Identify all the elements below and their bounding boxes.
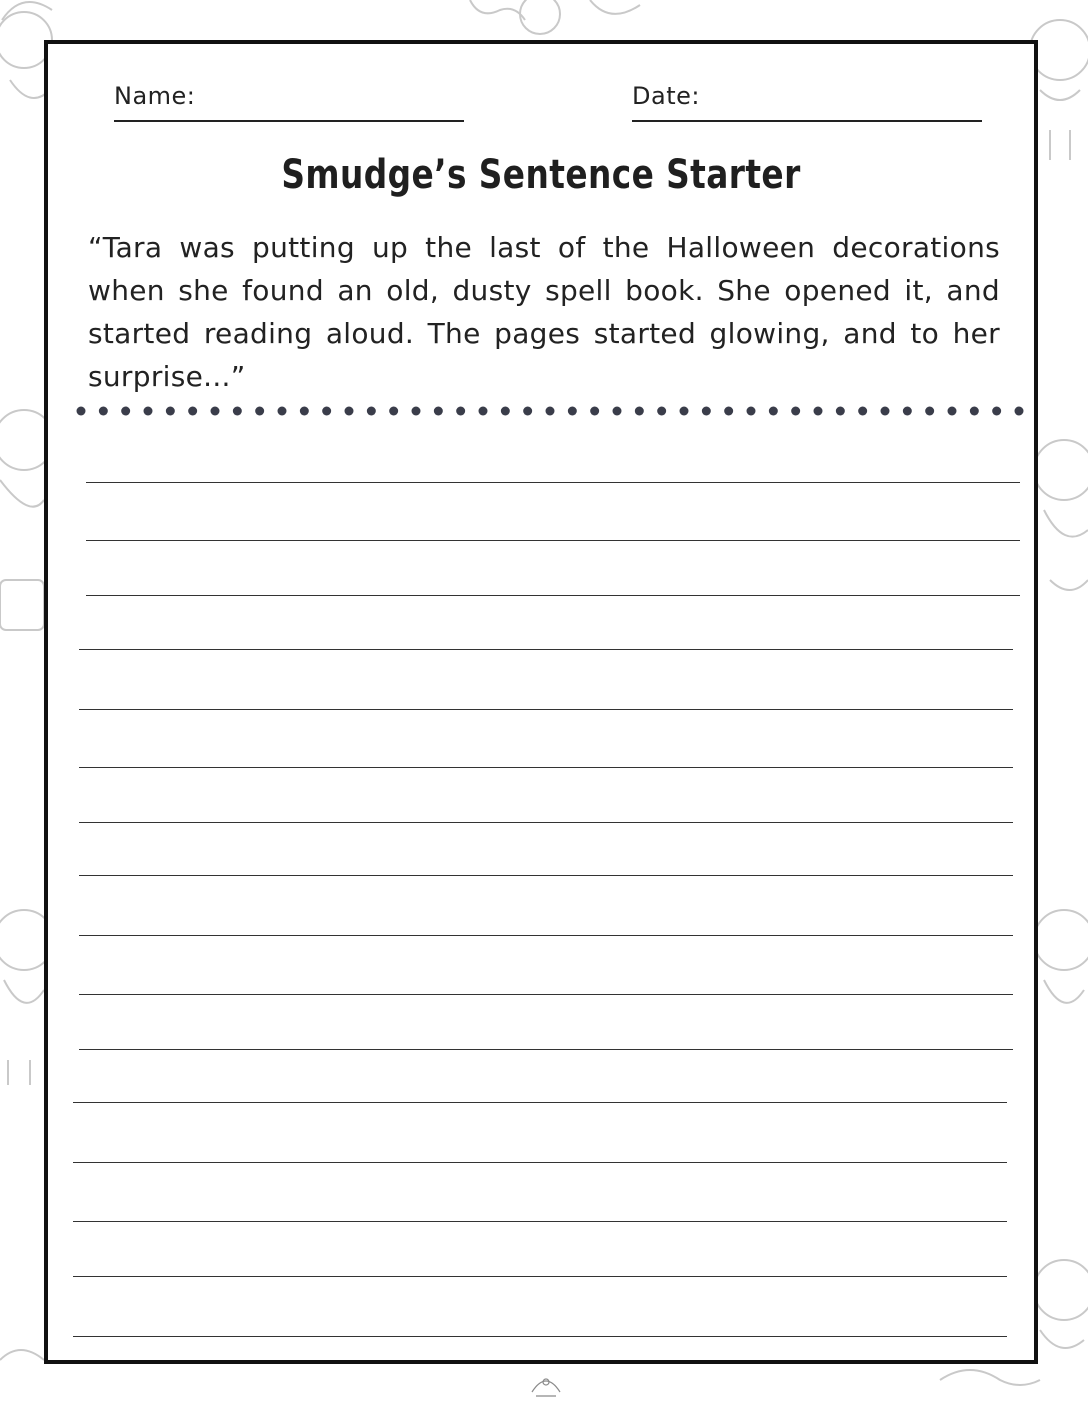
- divider-dot: [836, 407, 845, 416]
- divider-dot: [747, 407, 756, 416]
- divider-dot: [546, 407, 555, 416]
- divider-dot: [255, 407, 264, 416]
- divider-dot: [903, 407, 912, 416]
- divider-dot: [389, 407, 398, 416]
- divider-dot: [858, 407, 867, 416]
- divider-dot: [791, 407, 800, 416]
- writing-line[interactable]: [79, 1049, 1013, 1050]
- divider-dot: [300, 407, 309, 416]
- divider-dot: [680, 407, 689, 416]
- divider-dot: [1015, 407, 1024, 416]
- divider-dot: [613, 407, 622, 416]
- divider-dot: [77, 407, 86, 416]
- divider-dot: [702, 407, 711, 416]
- divider-dot: [657, 407, 666, 416]
- divider-dot: [211, 407, 220, 416]
- divider-dot: [322, 407, 331, 416]
- divider-dot: [367, 407, 376, 416]
- divider-dot: [345, 407, 354, 416]
- writing-line[interactable]: [79, 935, 1013, 936]
- brand-logo-icon: [524, 1372, 568, 1402]
- divider-dot: [456, 407, 465, 416]
- page-title: Smudge’s Sentence Starter: [281, 152, 801, 198]
- divider-dot: [925, 407, 934, 416]
- divider-dot: [814, 407, 823, 416]
- writing-line[interactable]: [79, 822, 1013, 823]
- divider-dot: [188, 407, 197, 416]
- story-prompt: “Tara was putting up the last of the Halloween decorations when she found an old, dusty spell book. She opened it, and started reading aloud. The pages started glowing, and to her surprise...”: [88, 231, 1000, 393]
- writing-line[interactable]: [79, 709, 1013, 710]
- writing-line[interactable]: [86, 482, 1020, 483]
- divider-dot: [635, 407, 644, 416]
- date-input-line[interactable]: [632, 120, 982, 122]
- divider-dot: [970, 407, 979, 416]
- divider-dot: [479, 407, 488, 416]
- divider-dot: [166, 407, 175, 416]
- writing-line[interactable]: [73, 1276, 1007, 1277]
- writing-line[interactable]: [79, 649, 1013, 650]
- divider-dot: [568, 407, 577, 416]
- divider-dot: [523, 407, 532, 416]
- divider-dot: [434, 407, 443, 416]
- writing-line[interactable]: [73, 1162, 1007, 1163]
- divider-dot: [992, 407, 1001, 416]
- divider-dot: [724, 407, 733, 416]
- writing-line[interactable]: [79, 875, 1013, 876]
- writing-line[interactable]: [79, 994, 1013, 995]
- writing-line[interactable]: [73, 1221, 1007, 1222]
- divider-dot: [412, 407, 421, 416]
- divider-dot: [590, 407, 599, 416]
- writing-line[interactable]: [86, 540, 1020, 541]
- writing-line[interactable]: [86, 595, 1020, 596]
- divider-dot: [501, 407, 510, 416]
- date-label: Date:: [632, 82, 700, 110]
- divider-dot: [121, 407, 130, 416]
- writing-line[interactable]: [73, 1102, 1007, 1103]
- writing-line[interactable]: [73, 1336, 1007, 1337]
- writing-line[interactable]: [79, 767, 1013, 768]
- divider-dot: [769, 407, 778, 416]
- divider-dot: [948, 407, 957, 416]
- divider-dot: [144, 407, 153, 416]
- dotted-divider: [76, 406, 1024, 416]
- name-input-line[interactable]: [114, 120, 464, 122]
- worksheet-frame: [44, 40, 1038, 1364]
- divider-dot: [99, 407, 108, 416]
- divider-dot: [881, 407, 890, 416]
- name-label: Name:: [114, 82, 196, 110]
- divider-dot: [278, 407, 287, 416]
- divider-dot: [233, 407, 242, 416]
